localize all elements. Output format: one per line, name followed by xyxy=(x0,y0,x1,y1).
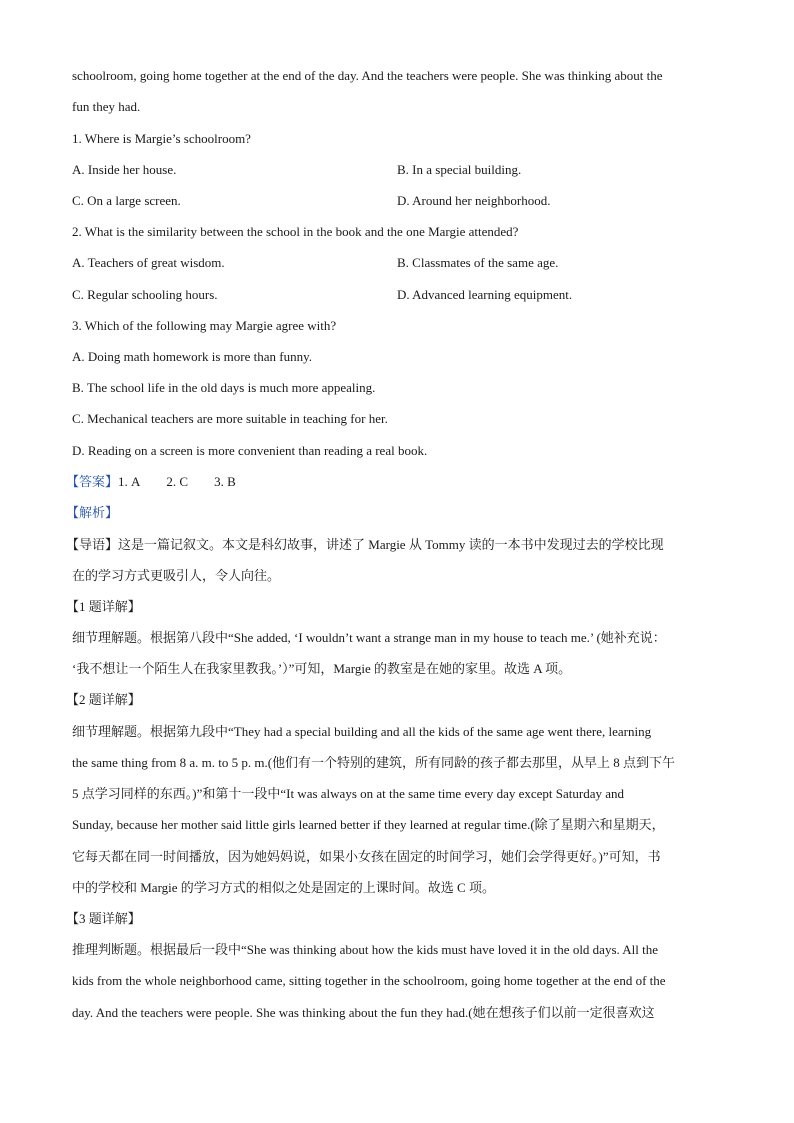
q2-option-b: B. Classmates of the same age. xyxy=(397,255,559,270)
detail-3-line: 推理判断题。根据最后一段中“She was thinking about how the kids must have loved it in the old days. All the xyxy=(72,942,659,957)
answer-tag: 【答案】 xyxy=(66,474,119,489)
detail-2-line: Sunday, because her mother said little girls learned better if they learned at regular time.(除了星期六和星期天， xyxy=(72,817,665,832)
detail-1-line: 细节理解题。根据第八段中“She added, ‘I wouldn’t want a strange man in my house to teach me.’ (她补充说： xyxy=(72,630,666,645)
passage-line: schoolroom, going home together at the end of the day. And the teachers were people. She was thinking about the xyxy=(72,68,663,83)
q1-option-a: A. Inside her house. xyxy=(72,162,177,177)
guide-text: 这是一篇记叙文。本文是科幻故事，讲述了 Margie 从 Tommy 读的一本书中发现过去的学校比现 xyxy=(118,537,664,552)
q3-option-b: B. The school life in the old days is much more appealing. xyxy=(72,380,376,395)
answer-1: 1. A xyxy=(118,474,141,489)
q2-option-a: A. Teachers of great wisdom. xyxy=(72,255,225,270)
detail-3-heading: 【3 题详解】 xyxy=(66,911,141,926)
guide-line xyxy=(66,537,718,553)
q3-option-a: A. Doing math homework is more than funny. xyxy=(72,349,312,364)
detail-2-line: 中的学校和 Margie 的学习方式的相似之处是固定的上课时间。故选 C 项。 xyxy=(72,880,495,895)
q1-option-c: C. On a large screen. xyxy=(72,193,181,208)
detail-2-line: 它每天都在同一时间播放，因为她妈妈说，如果小女孩在固定的时间学习，她们会学得更好。)”可知，书 xyxy=(72,849,661,864)
detail-2-line: 5 点学习同样的东西。)”和第十一段中“It was always on at the same time every day except Saturday and xyxy=(72,786,624,801)
q1-option-b: B. In a special building. xyxy=(397,162,522,177)
question-2-stem: 2. What is the similarity between the school in the book and the one Margie attended? xyxy=(72,224,519,239)
q3-option-d: D. Reading on a screen is more convenient than reading a real book. xyxy=(72,443,428,458)
answer-2: 2. C xyxy=(166,474,189,489)
answer-line xyxy=(66,474,718,490)
q2-option-c: C. Regular schooling hours. xyxy=(72,287,218,302)
analysis-tag: 【解析】 xyxy=(66,505,119,520)
detail-2-heading: 【2 题详解】 xyxy=(66,692,141,707)
q2-option-d: D. Advanced learning equipment. xyxy=(397,287,573,302)
detail-2-line: the same thing from 8 a. m. to 5 p. m.(他们有一个特别的建筑，所有同龄的孩子都去那里，从早上 8 点到下午 xyxy=(72,755,676,770)
q1-option-d: D. Around her neighborhood. xyxy=(397,193,551,208)
detail-2-line: 细节理解题。根据第九段中“They had a special building and all the kids of the same age went there, learning xyxy=(72,724,652,739)
passage-line: fun they had. xyxy=(72,99,141,114)
q3-option-c: C. Mechanical teachers are more suitable in teaching for her. xyxy=(72,411,388,426)
analysis-heading xyxy=(66,505,718,521)
guide-tag: 【导语】 xyxy=(66,537,119,552)
question-1-stem: 1. Where is Margie’s schoolroom? xyxy=(72,131,251,146)
detail-1-heading: 【1 题详解】 xyxy=(66,599,141,614)
question-3-stem: 3. Which of the following may Margie agree with? xyxy=(72,318,337,333)
detail-3-line: kids from the whole neighborhood came, sitting together in the schoolroom, going home together at the end of the xyxy=(72,973,666,988)
detail-1-line: ‘我不想让一个陌生人在我家里教我。’）”可知，Margie 的教室是在她的家里。故选 A 项。 xyxy=(72,661,572,676)
answer-3: 3. B xyxy=(214,474,236,489)
detail-3-line: day. And the teachers were people. She was thinking about the fun they had.(她在想孩子们以前一定很喜欢这 xyxy=(72,1005,655,1020)
guide-line: 在的学习方式更吸引人，令人向往。 xyxy=(72,568,281,583)
